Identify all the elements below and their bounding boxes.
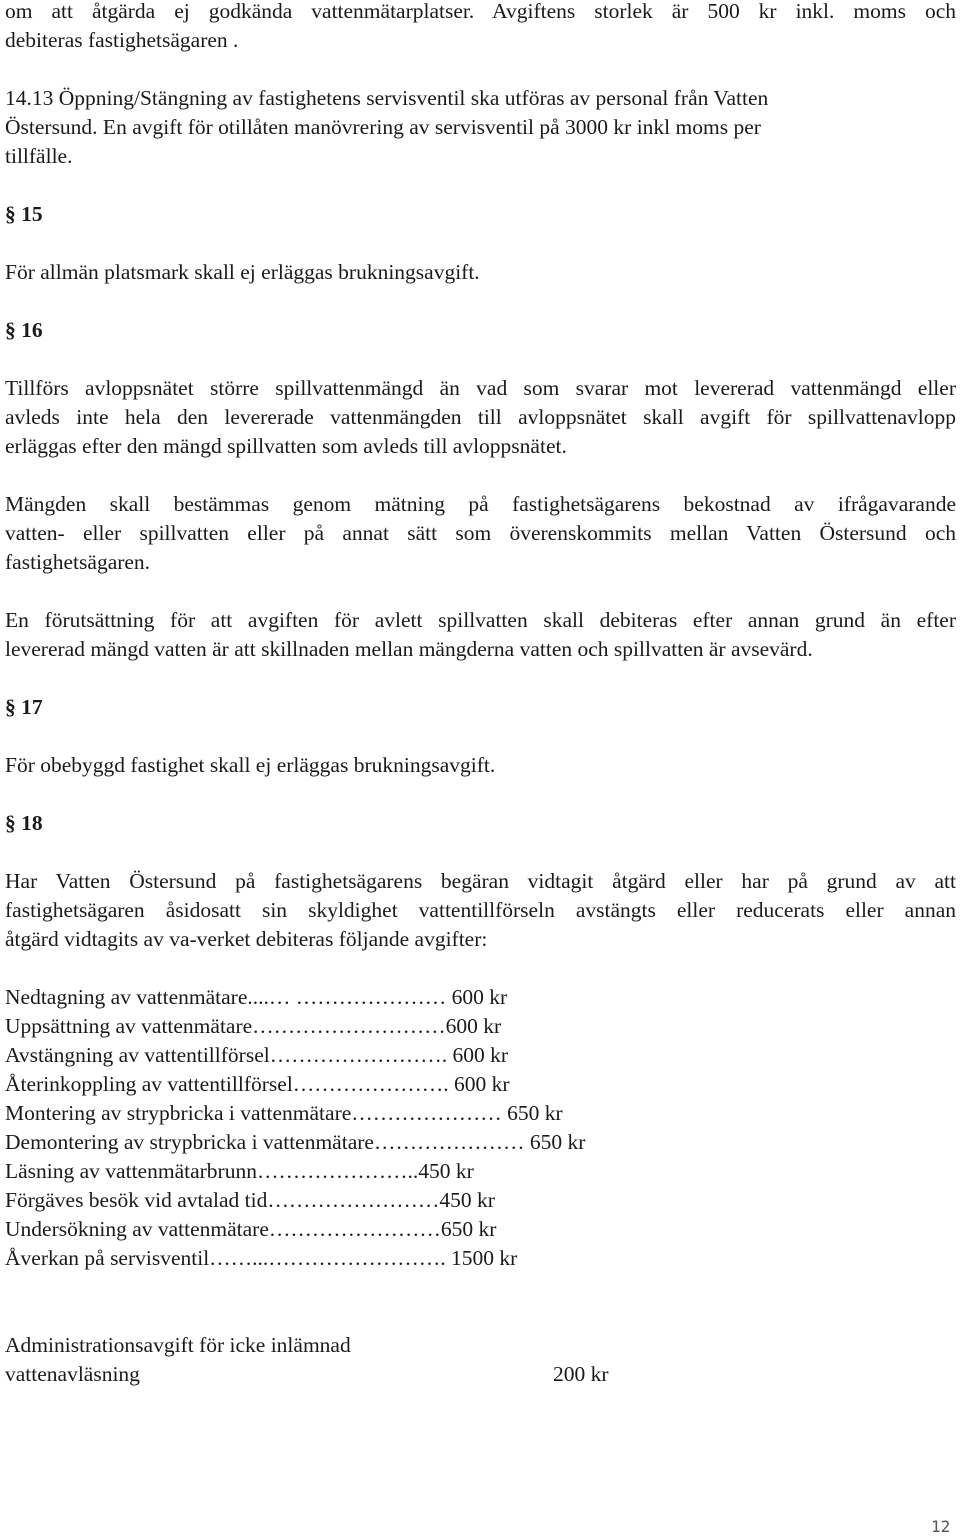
fee-item-demontering: Demontering av strypbricka i vattenmätare………………… 650 kr — [5, 1130, 586, 1154]
section-16-para1-line-3: erläggas efter den mängd spillvatten som avleds till avloppsnätet. — [5, 434, 567, 458]
fee-item-nedtagning: Nedtagning av vattenmätare....… ………………… 600 kr — [5, 985, 508, 1009]
section-18-para-line-2: fastighetsägaren åsidosatt sin skyldighet vattentillförseln avstängts eller reducerats eller annan — [5, 898, 956, 922]
section-17-heading: § 17 — [5, 695, 43, 719]
section-18-heading: § 18 — [5, 811, 43, 835]
item-14-13-line-2: Östersund. En avgift för otillåten manövrering av servisventil på 3000 kr inkl moms per — [5, 115, 761, 139]
item-14-13-line-1: 14.13 Öppning/Stängning av fastighetens servisventil ska utföras av personal från Vatten — [5, 86, 769, 110]
intro-line-1: om att åtgärda ej godkända vattenmätarplatser. Avgiftens storlek är 500 kr inkl. moms och — [5, 0, 956, 23]
admin-fee-label-line-2: vattenavläsning — [5, 1362, 140, 1386]
section-16-para1-line-1: Tillförs avloppsnätet större spillvattenmängd än vad som svarar mot levererad vattenmängd eller — [5, 376, 956, 400]
section-16-para3-line-1: En förutsättning för att avgiften för avlett spillvatten skall debiteras efter annan grund än efter — [5, 608, 956, 632]
item-14-13-line-3: tillfälle. — [5, 144, 73, 168]
section-16-para2-line-3: fastighetsägaren. — [5, 550, 151, 574]
section-16-para3-line-2: levererad mängd vatten är att skillnaden mellan mängderna vatten och spillvatten är avsevärd. — [5, 637, 813, 661]
section-16-heading: § 16 — [5, 318, 43, 342]
intro-line-2: debiteras fastighetsägaren . — [5, 28, 239, 52]
admin-fee-amount: 200 kr — [553, 1362, 609, 1386]
fee-item-undersokning: Undersökning av vattenmätare……………………650 kr — [5, 1217, 497, 1241]
section-16-para2-line-2: vatten- eller spillvatten eller på annat sätt som överenskommits mellan Vatten Östersund och — [5, 521, 956, 545]
section-16-para2-line-1: Mängden skall bestämmas genom mätning på fastighetsägarens bekostnad av ifrågavarande — [5, 492, 956, 516]
page-number: 12 — [931, 1517, 951, 1536]
fee-item-lasning: Läsning av vattenmätarbrunn…………………..450 kr — [5, 1159, 474, 1183]
fee-item-averkan: Åverkan på servisventil……...……………………. 1500 kr — [5, 1246, 518, 1270]
fee-item-forgaves-besok: Förgäves besök vid avtalad tid……………………450 kr — [5, 1188, 495, 1212]
section-18-para-line-1: Har Vatten Östersund på fastighetsägarens begäran vidtagit åtgärd eller har på grund av att — [5, 869, 956, 893]
section-15-heading: § 15 — [5, 202, 43, 226]
fee-item-montering: Montering av strypbricka i vattenmätare………………… 650 kr — [5, 1101, 563, 1125]
section-18-para-line-3: åtgärd vidtagits av va-verket debiteras följande avgifter: — [5, 927, 488, 951]
fee-item-avstangning: Avstängning av vattentillförsel……………………. 600 kr — [5, 1043, 508, 1067]
section-16-para1-line-2: avleds inte hela den levererade vattenmängden till avloppsnätet skall avgift för spillvattenavlopp — [5, 405, 956, 429]
admin-fee-label-line-1: Administrationsavgift för icke inlämnad — [5, 1333, 351, 1357]
fee-item-aterinkoppling: Återinkoppling av vattentillförsel…………………. 600 kr — [5, 1072, 510, 1096]
section-17-text: För obebyggd fastighet skall ej erläggas brukningsavgift. — [5, 753, 496, 777]
section-15-text: För allmän platsmark skall ej erläggas brukningsavgift. — [5, 260, 480, 284]
fee-item-uppsattning: Uppsättning av vattenmätare………………………600 kr — [5, 1014, 502, 1038]
